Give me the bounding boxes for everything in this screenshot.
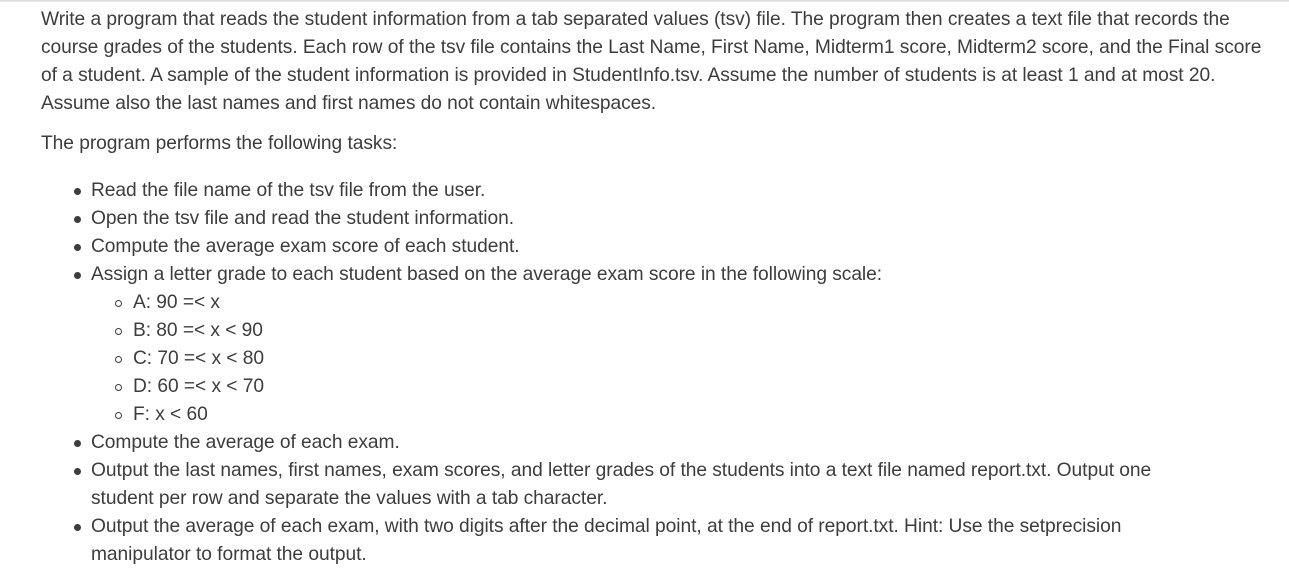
grade-scale-item: F: x < 60 [133,401,1191,429]
task-list [41,177,1266,569]
task-compute-student-average: Compute the average exam score of each student. [91,233,1191,261]
problem-statement [41,6,1266,569]
grade-scale-list [91,289,1191,429]
tasks-intro: The program performs the following tasks: [41,133,398,154]
grade-scale-item: A: 90 =< x [133,289,1191,317]
task-read-filename: Read the file name of the tsv file from the user. [91,177,1191,205]
task-assign-grade-text: Assign a letter grade to each student based on the average exam score in the following scale: [91,264,883,285]
grade-scale-item: B: 80 =< x < 90 [133,317,1191,345]
grade-scale-item: C: 70 =< x < 80 [133,345,1191,373]
task-open-file: Open the tsv file and read the student information. [91,205,1191,233]
task-output-averages: Output the average of each exam, with two digits after the decimal point, at the end of report.txt. Hint: Use the setprecision manipulator to format the output. [91,513,1191,569]
intro-paragraph: Write a program that reads the student information from a tab separated values (tsv) file. The program then creates a text file that records the course grades of the students. Each row of the tsv file contains the Last Name, First Name, Midterm1 score, Midterm2 score, and the Final score of a student. A sample of the student information is provided in StudentInfo.tsv. Assume the number of students is at least 1 and at most 20. Assume also the last names and first names do not contain whitespaces. [41,9,1262,114]
grade-scale-item: D: 60 =< x < 70 [133,373,1191,401]
top-divider [0,0,1289,2]
task-assign-grade [91,261,1191,429]
task-compute-exam-average: Compute the average of each exam. [91,429,1191,457]
task-output-report: Output the last names, first names, exam scores, and letter grades of the students into a text file named report.txt. Output one student per row and separate the values with a tab character. [91,457,1191,513]
